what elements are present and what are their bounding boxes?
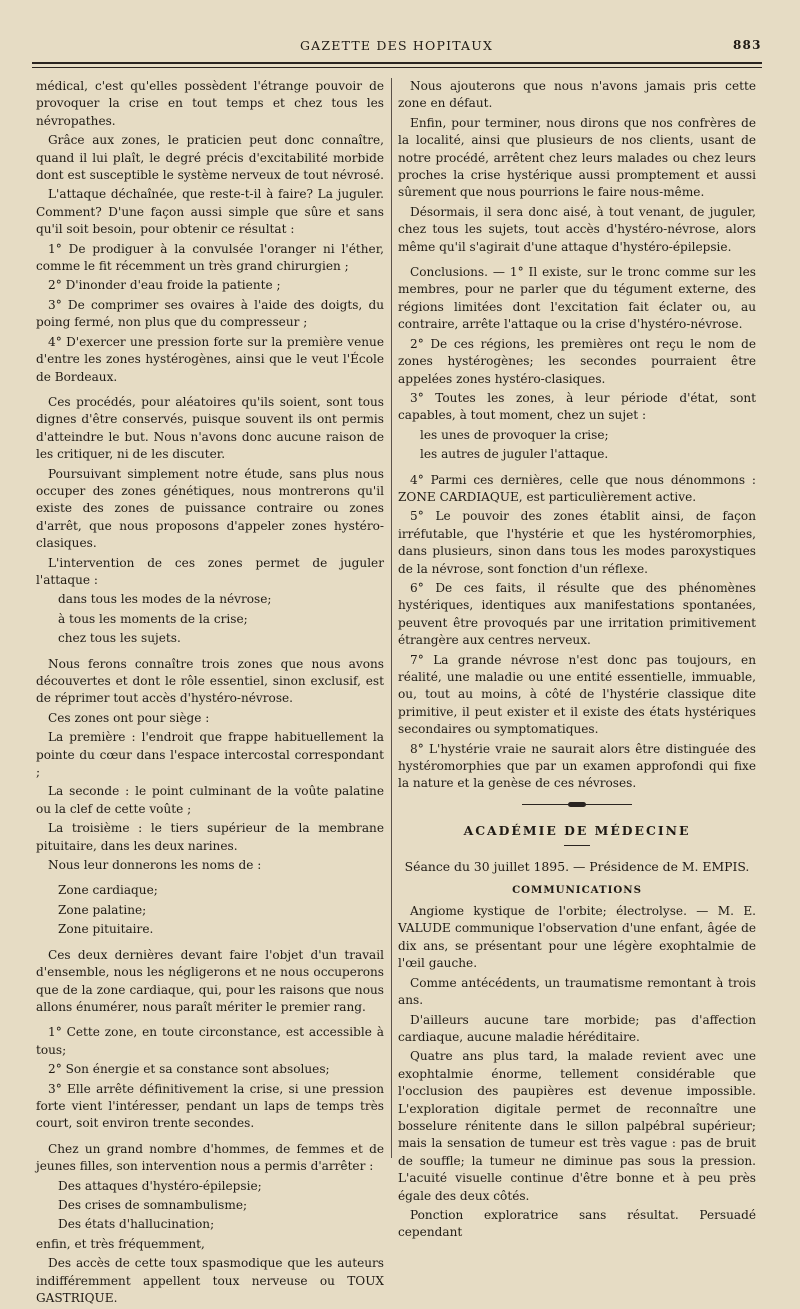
paragraph: Conclusions. — 1° Il existe, sur le tronc comme sur les membres, pour ne parler que du tégument externe, des régions limitées dont l'excitation fait éclater ou, au contraire, arrête l'attaque ou la crise d'hystéro-névrose.	[398, 265, 756, 332]
paragraph: Nous ferons connaître trois zones que nous avons découvertes et dont le rôle essentiel, sinon exclusif, est de réprimer tout accès d'hystéro-névrose.	[36, 656, 384, 706]
paragraph: 3° Toutes les zones, à leur période d'état, sont capables, à tout moment, chez un sujet :	[398, 390, 756, 423]
journal-title: GAZETTE DES HOPITAUX	[300, 38, 494, 53]
paragraph: Nous leur donnerons les noms de :	[48, 858, 262, 873]
paragraph: médical, c'est qu'elles possèdent l'étrange pouvoir de provoquer la crise en tout temps et chez tous les névropathes.	[36, 79, 384, 128]
paragraph: Angiome kystique de l'orbite; électrolyse. — M. E. VALUDE communique l'observation d'une enfant, âgée de dix ans, se présentant pour une légère exophtalmie de l'œil gauche.	[398, 904, 756, 971]
paragraph: Chez un grand nombre d'hommes, de femmes et de jeunes filles, son intervention nous a permis d'arrêter :	[36, 1141, 384, 1174]
page-number: 883	[733, 38, 762, 52]
paragraph: Ces procédés, pour aléatoires qu'ils soient, sont tous dignes d'être conservés, puisque souvent ils ont permis d'atteindre le but. Nous n'avons donc aucune raison de les critiquer, ni de les discuter.	[36, 394, 384, 462]
paragraph: 2° De ces régions, les premières ont reçu le nom de zones hystérogènes; les secondes pourraient être appelées zones hystéro-clasiques.	[398, 336, 756, 386]
paragraph: Des attaques d'hystéro-épilepsie;	[58, 1178, 262, 1193]
paragraph: L'attaque déchaînée, que reste-t-il à faire? La juguler. Comment? D'une façon aussi simple que sûre et sans qu'il soit besoin, pour obtenir ce résultat :	[36, 187, 384, 237]
paragraph: Enfin, pour terminer, nous dirons que nos confrères de la localité, ainsi que plusieurs de nos clients, usant de notre procédé, arrêtent chez leurs malades ou chez leurs proches la crise hystérique aussi promptement et aussi sûrement que nous pourrions le faire nous-même.	[398, 115, 756, 200]
paragraph: 4° D'exercer une pression forte sur la première venue d'entre les zones hystérogènes, ainsi que le veut l'École de Bordeaux.	[36, 334, 384, 384]
paragraph: 3° De comprimer ses ovaires à l'aide des doigts, du poing fermé, non plus que du compresseur ;	[36, 297, 384, 330]
paragraph: Ces deux dernières devant faire l'objet d'un travail d'ensemble, nous les négligerons et ne nous occuperons que de la zone cardiaque, qui, pour les raisons que nous allons énumérer, nous paraît mériter le premier rang.	[36, 947, 384, 1014]
paragraph: les unes de provoquer la crise;	[420, 427, 609, 442]
communications-label: COMMUNICATIONS	[512, 883, 642, 896]
paragraph: à tous les moments de la crise;	[58, 611, 248, 626]
paragraph: 1° Cette zone, en toute circonstance, est accessible à tous;	[36, 1025, 384, 1057]
paragraph: Des accès de cette toux spasmodique que les auteurs indifféremment appellent toux nerveuse ou TOUX GASTRIQUE.	[36, 1256, 384, 1305]
paragraph: 6° De ces faits, il résulte que des phénomènes hystériques, identiques aux manifestations spontanées, peuvent être provoqués par une irritation primitivement étrangère aux centres nerveux.	[398, 580, 756, 648]
paragraph: 7° La grande névrose n'est donc pas toujours, en réalité, une maladie ou une entité essentielle, immuable, ou, tout au moins, à côté de l'hystérie classique dite primitive, il peut exister et il existe des états hystériques secondaires ou symptomatiques.	[398, 652, 756, 737]
paragraph: Ces zones ont pour siège :	[48, 710, 210, 725]
title-rule	[564, 845, 590, 846]
paragraph: 2° D'inonder d'eau froide la patiente ;	[48, 278, 281, 293]
paragraph: 1° De prodiguer à la convulsée l'oranger ni l'éther, comme le fit récemment un très grand chirurgien ;	[36, 241, 384, 274]
paragraph: 2° Son énergie et sa constance sont absolues;	[48, 1062, 330, 1077]
paragraph: chez tous les sujets.	[58, 631, 181, 646]
paragraph: 4° Parmi ces dernières, celle que nous dénommons : ZONE CARDIAQUE, est particulièrement active.	[398, 472, 756, 504]
paragraph: Quatre ans plus tard, la malade revient avec une exophtalmie énorme, tellement considérable que l'occlusion des paupières est devenue impossible. L'exploration digitale permet de reconnaître une bosselure rénitente dans le sillon palpébral supérieur; mais la sensation de tumeur est très vague : pas de bruit de souffle; la tumeur ne diminue pas sous la pression. L'acuité visuelle continue d'être bonne et à peu près égale des deux côtés.	[398, 1049, 756, 1203]
paragraph: D'ailleurs aucune tare morbide; pas d'affection cardiaque, aucune maladie héréditaire.	[398, 1012, 756, 1044]
left-column	[36, 78, 384, 1309]
section-ornament	[522, 801, 632, 808]
paragraph: Grâce aux zones, le praticien peut donc connaître, quand il lui plaît, le degré précis d'excitabilité morbide dont est susceptible le système nerveux de tout névrosé.	[36, 133, 384, 183]
paragraph: les autres de juguler l'attaque.	[420, 447, 609, 462]
header-rule	[32, 62, 762, 64]
paragraph: enfin, et très fréquemment,	[36, 1236, 205, 1251]
right-column	[398, 78, 756, 1244]
paragraph: Zone pituitaire.	[58, 922, 154, 937]
paragraph: Désormais, il sera donc aisé, à tout venant, de juguler, chez tous les sujets, tout accès d'hystéro-névrose, alors même qu'il s'agirait d'une attaque d'hystéro-épilepsie.	[398, 204, 756, 254]
paragraph: La troisième : le tiers supérieur de la membrane pituitaire, dans les deux narines.	[36, 821, 384, 853]
paragraph: Comme antécédents, un traumatisme remontant à trois ans.	[398, 975, 756, 1008]
paragraph: 5° Le pouvoir des zones établit ainsi, de façon irréfutable, que l'hystérie et que les hystéromorphies, dans plusieurs, sinon dans tous les modes paroxystiques de la névrose, sont fonction d'un réflexe.	[398, 509, 756, 576]
header-rule-thin	[32, 67, 762, 68]
paragraph: Zone palatine;	[58, 902, 147, 917]
paragraph: La seconde : le point culminant de la voûte palatine ou la clef de cette voûte ;	[36, 784, 384, 816]
paragraph: Nous ajouterons que nous n'avons jamais pris cette zone en défaut.	[398, 79, 756, 111]
paragraph: Poursuivant simplement notre étude, sans plus nous occuper des zones génétiques, nous montrerons qu'il existe des zones de puissance contraire ou zones d'arrêt, que nous proposons d'appeler zones hystéro-clasiques.	[36, 466, 384, 551]
paragraph: Des crises de somnambulisme;	[58, 1197, 248, 1212]
paragraph: L'intervention de ces zones permet de juguler l'attaque :	[36, 555, 384, 587]
paragraph: La première : l'endroit que frappe habituellement la pointe du cœur dans l'espace intercostal correspondant ;	[36, 730, 384, 780]
session-line: Séance du 30 juillet 1895. — Présidence de M. EMPIS.	[404, 859, 750, 875]
paragraph: 8° L'hystérie vraie ne saurait alors être distinguée des hystéromorphies que par un examen approfondi qui fixe la nature et la genèse de ces névroses.	[398, 741, 756, 791]
paragraph: 3° Elle arrête définitivement la crise, si une pression forte vient l'intéresser, pendant un laps de temps très court, soit environ trente secondes.	[36, 1081, 384, 1131]
paragraph: Zone cardiaque;	[58, 883, 158, 898]
paragraph: Ponction exploratrice sans résultat. Persuadé cependant	[398, 1207, 756, 1240]
page-header	[0, 38, 800, 58]
section-title: ACADÉMIE DE MÉDECINE	[463, 822, 691, 838]
paragraph: Des états d'hallucination;	[58, 1217, 215, 1232]
column-divider	[391, 78, 392, 1158]
paragraph: dans tous les modes de la névrose;	[58, 592, 272, 607]
